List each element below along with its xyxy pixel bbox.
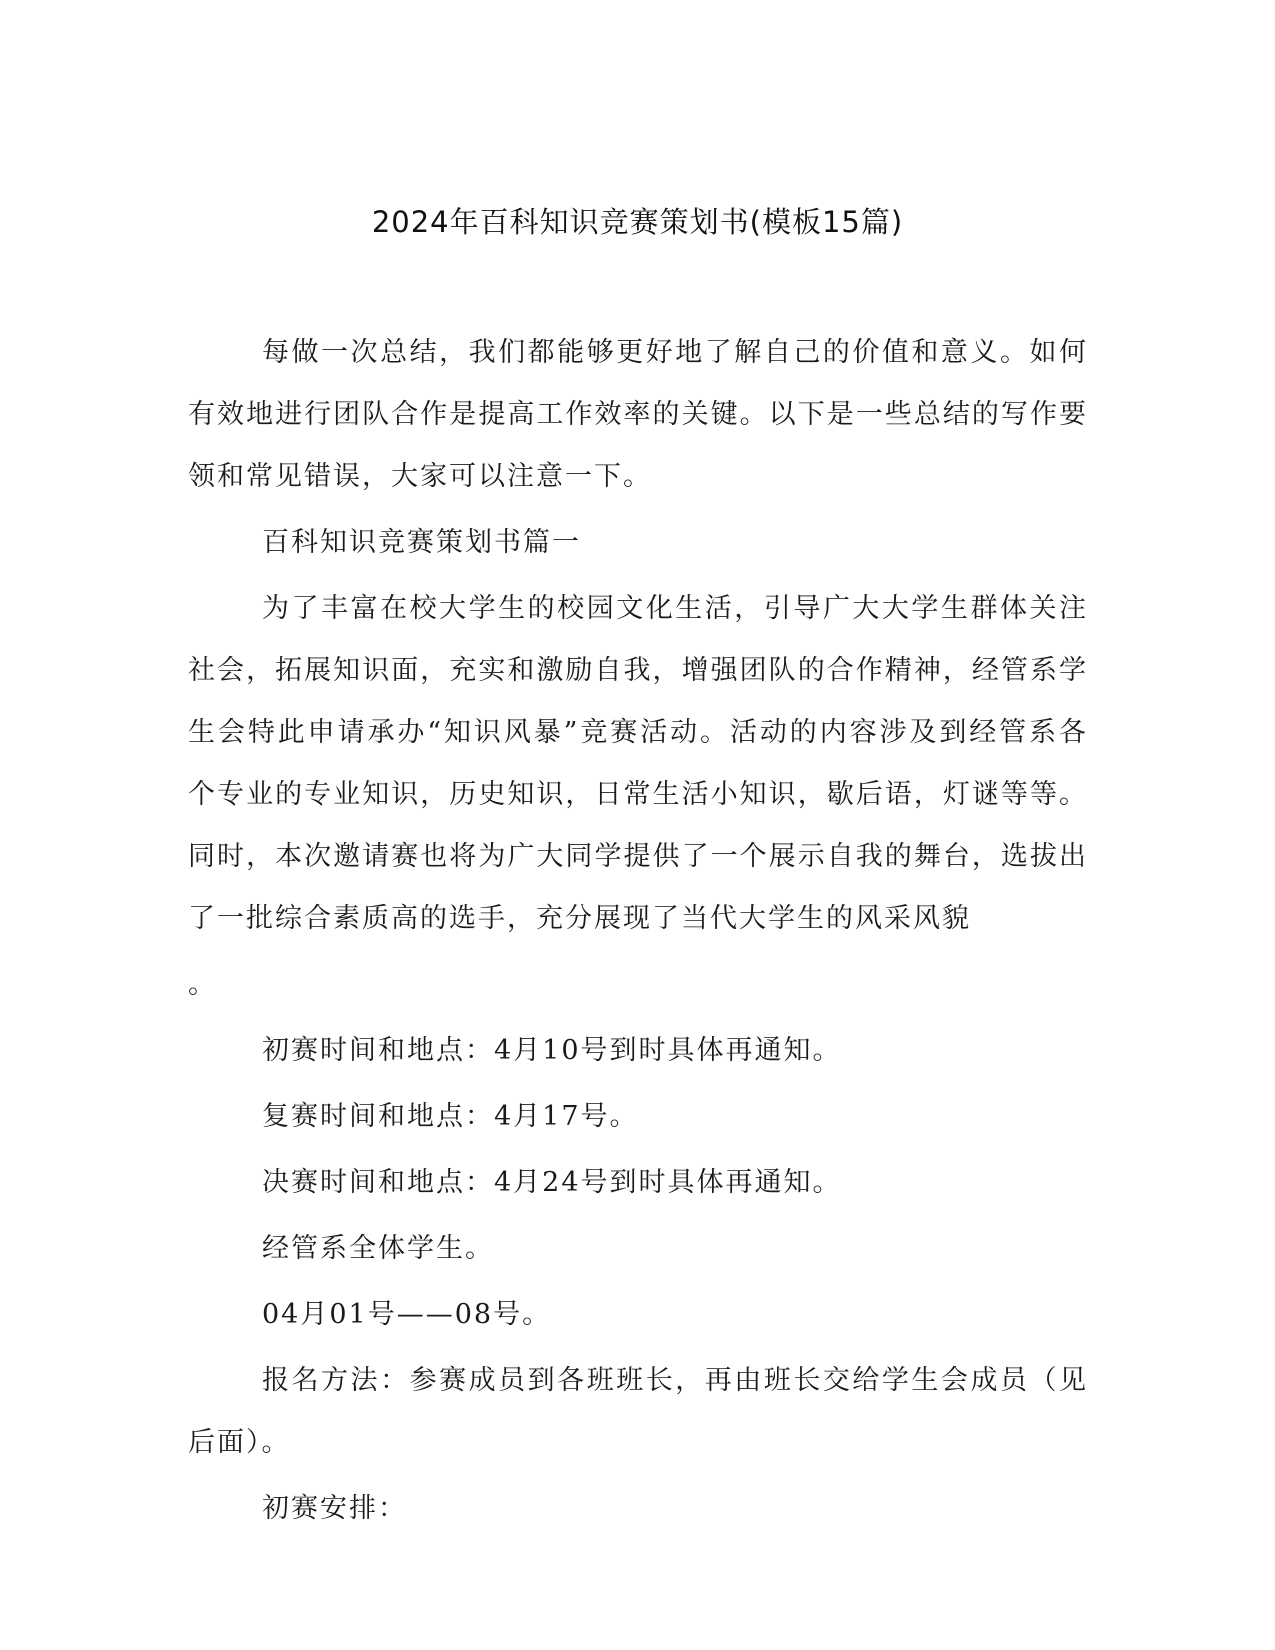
preliminary-arrangement-heading: 初赛安排： bbox=[262, 1493, 407, 1524]
participants: 经管系全体学生。 bbox=[262, 1233, 494, 1264]
intro-paragraph: 每做一次总结，我们都能够更好地了解自己的价值和意义。如何有效地进行团队合作是提高工作效率的关键。以下是一些总结的写作要领和常见错误，大家可以注意一下。 bbox=[188, 337, 1088, 492]
registration-method: 报名方法：参赛成员到各班班长，再由班长交给学生会成员（见后面）。 bbox=[188, 1365, 1088, 1458]
semifinal-schedule: 复赛时间和地点：4月17号。 bbox=[262, 1101, 639, 1132]
preliminary-schedule: 初赛时间和地点：4月10号到时具体再通知。 bbox=[262, 1035, 842, 1066]
document-body bbox=[188, 322, 1088, 1544]
final-schedule: 决赛时间和地点：4月24号到时具体再通知。 bbox=[262, 1167, 842, 1198]
registration-dates: 04月01号——08号。 bbox=[262, 1299, 552, 1330]
section-heading: 百科知识竞赛策划书篇一 bbox=[262, 527, 581, 558]
document-title: 2024年百科知识竞赛策划书(模板15篇) bbox=[371, 205, 904, 239]
activity-purpose-paragraph: 为了丰富在校大学生的校园文化生活，引导广大大学生群体关注社会，拓展知识面，充实和激励自我，增强团队的合作精神，经管系学生会特此申请承办“知识风暴”竞赛活动。活动的内容涉及到经管系各个专业的专业知识，历史知识，日常生活小知识，歇后语，灯谜等等。同时，本次邀请赛也将为广大同学提供了一个展示自我的舞台，选拔出了一批综合素质高的选手，充分展现了当代大学生的风采风貌 bbox=[188, 593, 1088, 934]
paragraph-period: 。 bbox=[188, 969, 217, 1000]
